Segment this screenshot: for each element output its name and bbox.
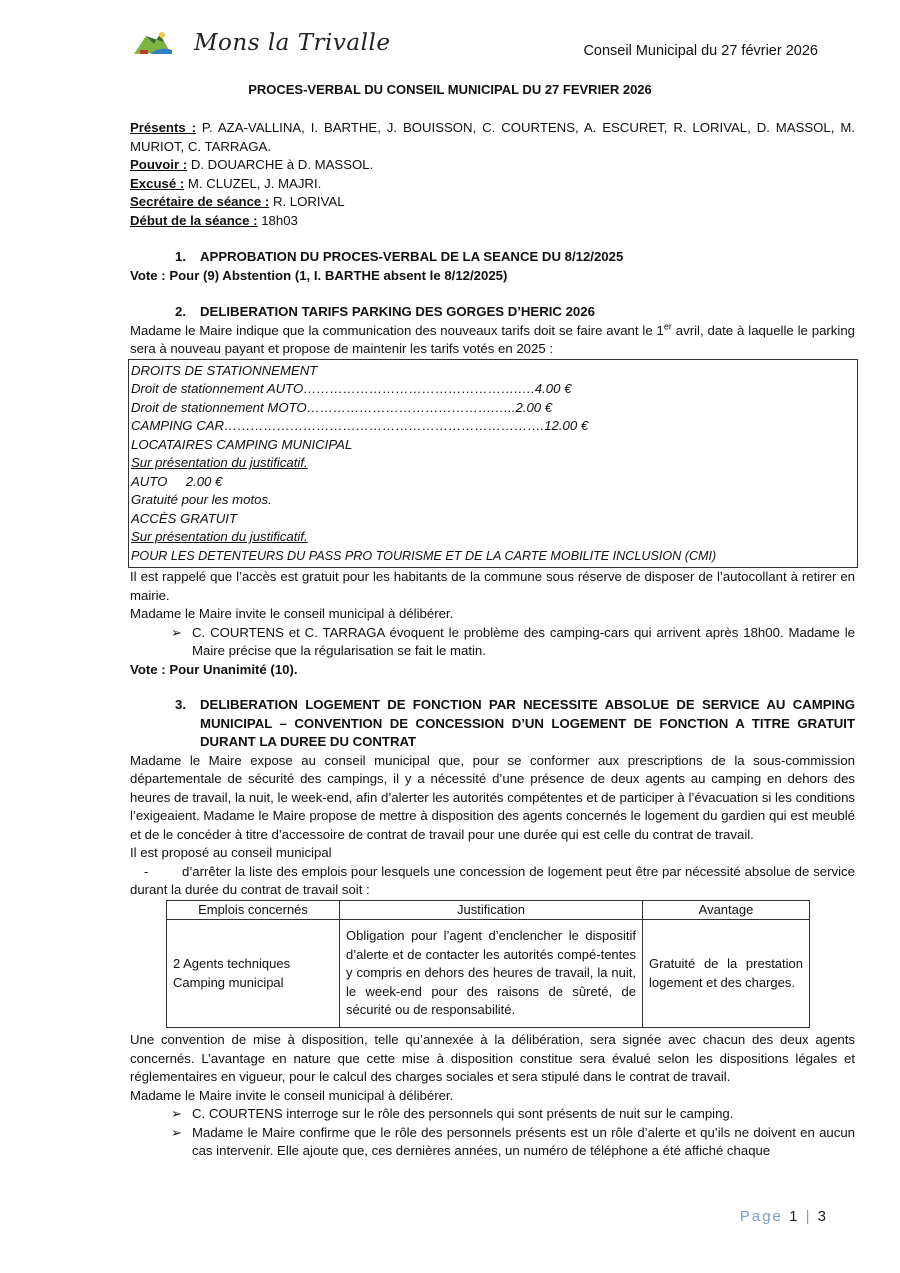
- arrow-bullet-icon: ➢: [170, 624, 182, 640]
- arrow-bullet-icon: ➢: [170, 1106, 182, 1121]
- presents: P. AZA-VALLINA, I. BARTHE, J. BOUISSON, C. COURTENS, A. ESCURET, R. LORIVAL, D. MASSOL, M. MURIOT, C. TARRAGA.: [130, 120, 855, 154]
- attendance: [130, 119, 855, 230]
- section-3: [130, 696, 855, 1161]
- box-line: Droit de stationnement MOTO…………………………………….…..2.00 €: [131, 399, 553, 415]
- section-3-p1: Madame le Maire expose au conseil municipal que, pour se conformer aux prescriptions de la sous-commission départementale de sécurité des campings, il y a nécessité d’une présence de deux agents au camping en dehors des heures de travail, la nuit, le week-end, afin d’alerter les autorités compétentes et de participer à l’évacuation si les conditions l’exigeaient. Madame le Maire propose de mettre à disposition des agents concernés le logement du gardien qui est meublé et de le concéder à titre d’accessoire de contrat de travail pour une durée qui est celle du contrat de travail.: [130, 752, 855, 842]
- section-3-p3: [130, 863, 855, 900]
- section-3-heading: [130, 696, 855, 752]
- bullet-item: [130, 624, 855, 661]
- tariff-box: [128, 359, 858, 569]
- secretaire-label: Secrétaire de séance :: [130, 194, 270, 209]
- box-line: POUR LES DETENTEURS DU PASS PRO TOURISME ET DE LA CARTE MOBILITE INCLUSION (CMI): [131, 548, 717, 563]
- jobs-table: [166, 900, 810, 1029]
- section-title: DELIBERATION LOGEMENT DE FONCTION PAR NECESSITE ABSOLUE DE SERVICE AU CAMPING MUNICIPAL – CONVENTION DE CONCESSION D’UN LOGEMENT DE FONCTION A TITRE GRATUIT DURANT LA DUREE DU CONTRAT: [200, 697, 855, 749]
- section-2-intro: [130, 322, 855, 359]
- box-line: Droit de stationnement AUTO………………………………………….….4.00 €: [131, 381, 572, 396]
- bullet-text: C. COURTENS interroge sur le rôle des personnels qui sont présents de nuit sur le camping.: [192, 1106, 734, 1121]
- excuse-label: Excusé :: [130, 175, 185, 191]
- secretaire: R. LORIVAL: [269, 194, 345, 209]
- section-number: 3.: [175, 697, 186, 712]
- mountain-logo-icon: [132, 30, 172, 56]
- box-line: DROITS DE STATIONNEMENT: [131, 362, 318, 378]
- pouvoir: D. DOUARCHE à D. MASSOL.: [187, 157, 374, 172]
- section-number: 1.: [175, 249, 186, 264]
- dash: -: [144, 863, 149, 879]
- table-row: [167, 920, 810, 1028]
- table-header: Avantage: [643, 900, 810, 920]
- page-number: [740, 1208, 828, 1225]
- current-page: 1: [789, 1208, 800, 1225]
- logo: [132, 30, 390, 56]
- section-2: [130, 303, 855, 679]
- document-title: PROCES-VERBAL DU CONSEIL MUNICIPAL DU 27 FEVRIER 2026: [248, 82, 652, 97]
- separator: |: [805, 1208, 812, 1225]
- section-1-vote: Vote : Pour (9) Abstention (1, I. BARTHE absent le 8/12/2025): [130, 267, 508, 283]
- box-line: CAMPING CAR……………………………………………………………….12.00 €: [131, 418, 589, 433]
- box-line: LOCATAIRES CAMPING MUNICIPAL: [131, 436, 353, 452]
- logo-text: Mons la Trivalle: [194, 30, 391, 56]
- table-header: Justification: [340, 900, 643, 920]
- section-1-heading: [130, 248, 855, 267]
- excuse: M. CLUZEL, J. MAJRI.: [184, 175, 322, 191]
- intro-text-end: avril, date à laquelle le parking sera à nouveau payant et propose de maintenir les tarifs votés en 2025 :: [130, 322, 855, 356]
- table-cell: Obligation pour l’agent d’enclencher le dispositif d’alerte et de contacter les autorités compé-tentes y compris en dehors des heures de travail, la nuit, le week-end pour des raisons de sûreté, de sécurité ou de responsabilité.: [340, 920, 643, 1028]
- pouvoir-label: Pouvoir :: [130, 157, 188, 172]
- table-header: Emplois concernés: [167, 900, 340, 920]
- intro-sup: er: [663, 321, 672, 332]
- total-pages: 3: [817, 1208, 828, 1225]
- intro-text: Madame le Maire indique que la communication des nouveaux tarifs doit se faire avant le 1: [130, 322, 664, 338]
- bullet-item: [130, 1105, 855, 1124]
- bullet-item: [130, 1124, 855, 1161]
- box-line: Gratuité pour les motos.: [131, 492, 272, 507]
- box-line: Sur présentation du justificatif.: [131, 529, 308, 544]
- section-2-heading: [130, 303, 855, 322]
- box-line: Sur présentation du justificatif.: [131, 455, 308, 470]
- section-title: DELIBERATION TARIFS PARKING DES GORGES D’HERIC 2026: [200, 304, 595, 319]
- section-2-vote: Vote : Pour Unanimité (10).: [130, 661, 298, 677]
- bullet-text: Madame le Maire confirme que le rôle des personnels présents est un rôle d’alerte et qu’ils ne doivent en aucun cas intervenir. Elle ajoute que, ces dernières années, un numéro de téléphone a été affiché chaque: [192, 1124, 855, 1158]
- debut: 18h03: [257, 212, 298, 228]
- section-title: APPROBATION DU PROCES-VERBAL DE LA SEANCE DU 8/12/2025: [200, 249, 624, 264]
- section-3-p5: Madame le Maire invite le conseil municipal à délibérer.: [130, 1087, 454, 1103]
- arrow-bullet-icon: ➢: [170, 1124, 182, 1140]
- section-2-p1: Il est rappelé que l’accès est gratuit pour les habitants de la commune sous réserve de disposer de l’autocollant à retirer en mairie.: [130, 569, 855, 603]
- section-number: 2.: [175, 304, 186, 319]
- bullet-text: C. COURTENS et C. TARRAGA évoquent le problème des camping-cars qui arrivent après 18h00. Madame le Maire précise que la régularisation se fait le matin.: [192, 624, 855, 658]
- table-cell: 2 Agents techniques Camping municipal: [167, 920, 340, 1028]
- presents-label: Présents :: [130, 120, 197, 135]
- section-3-p4: Une convention de mise à disposition, telle qu’annexée à la délibération, sera signée avec chacun des deux agents concernés. L’avantage en nature que cette mise à disposition constitue sera évalué selon les dispositions légales et réglementaires en vigueur, pour le calcul des charges sociales et sera stipulé dans le contrat de travail.: [130, 1032, 855, 1084]
- section-3-p2: Il est proposé au conseil municipal: [130, 845, 332, 860]
- section-1: [130, 248, 855, 285]
- box-line: ACCÈS GRATUIT: [131, 510, 237, 526]
- box-line: AUTO 2.00 €: [131, 473, 223, 489]
- debut-label: Début de la séance :: [130, 212, 258, 228]
- section-2-p2: Madame le Maire invite le conseil municipal à délibérer.: [130, 606, 454, 621]
- page-label: Page: [739, 1208, 783, 1225]
- header-meeting-date: Conseil Municipal du 27 février 2026: [583, 43, 818, 59]
- list-text: d’arrêter la liste des emplois pour lesquels une concession de logement peut être par nécessité absolue de service durant la durée du contrat de travail soit :: [130, 863, 855, 897]
- table-cell: Gratuité de la prestation logement et des charges.: [643, 920, 810, 1028]
